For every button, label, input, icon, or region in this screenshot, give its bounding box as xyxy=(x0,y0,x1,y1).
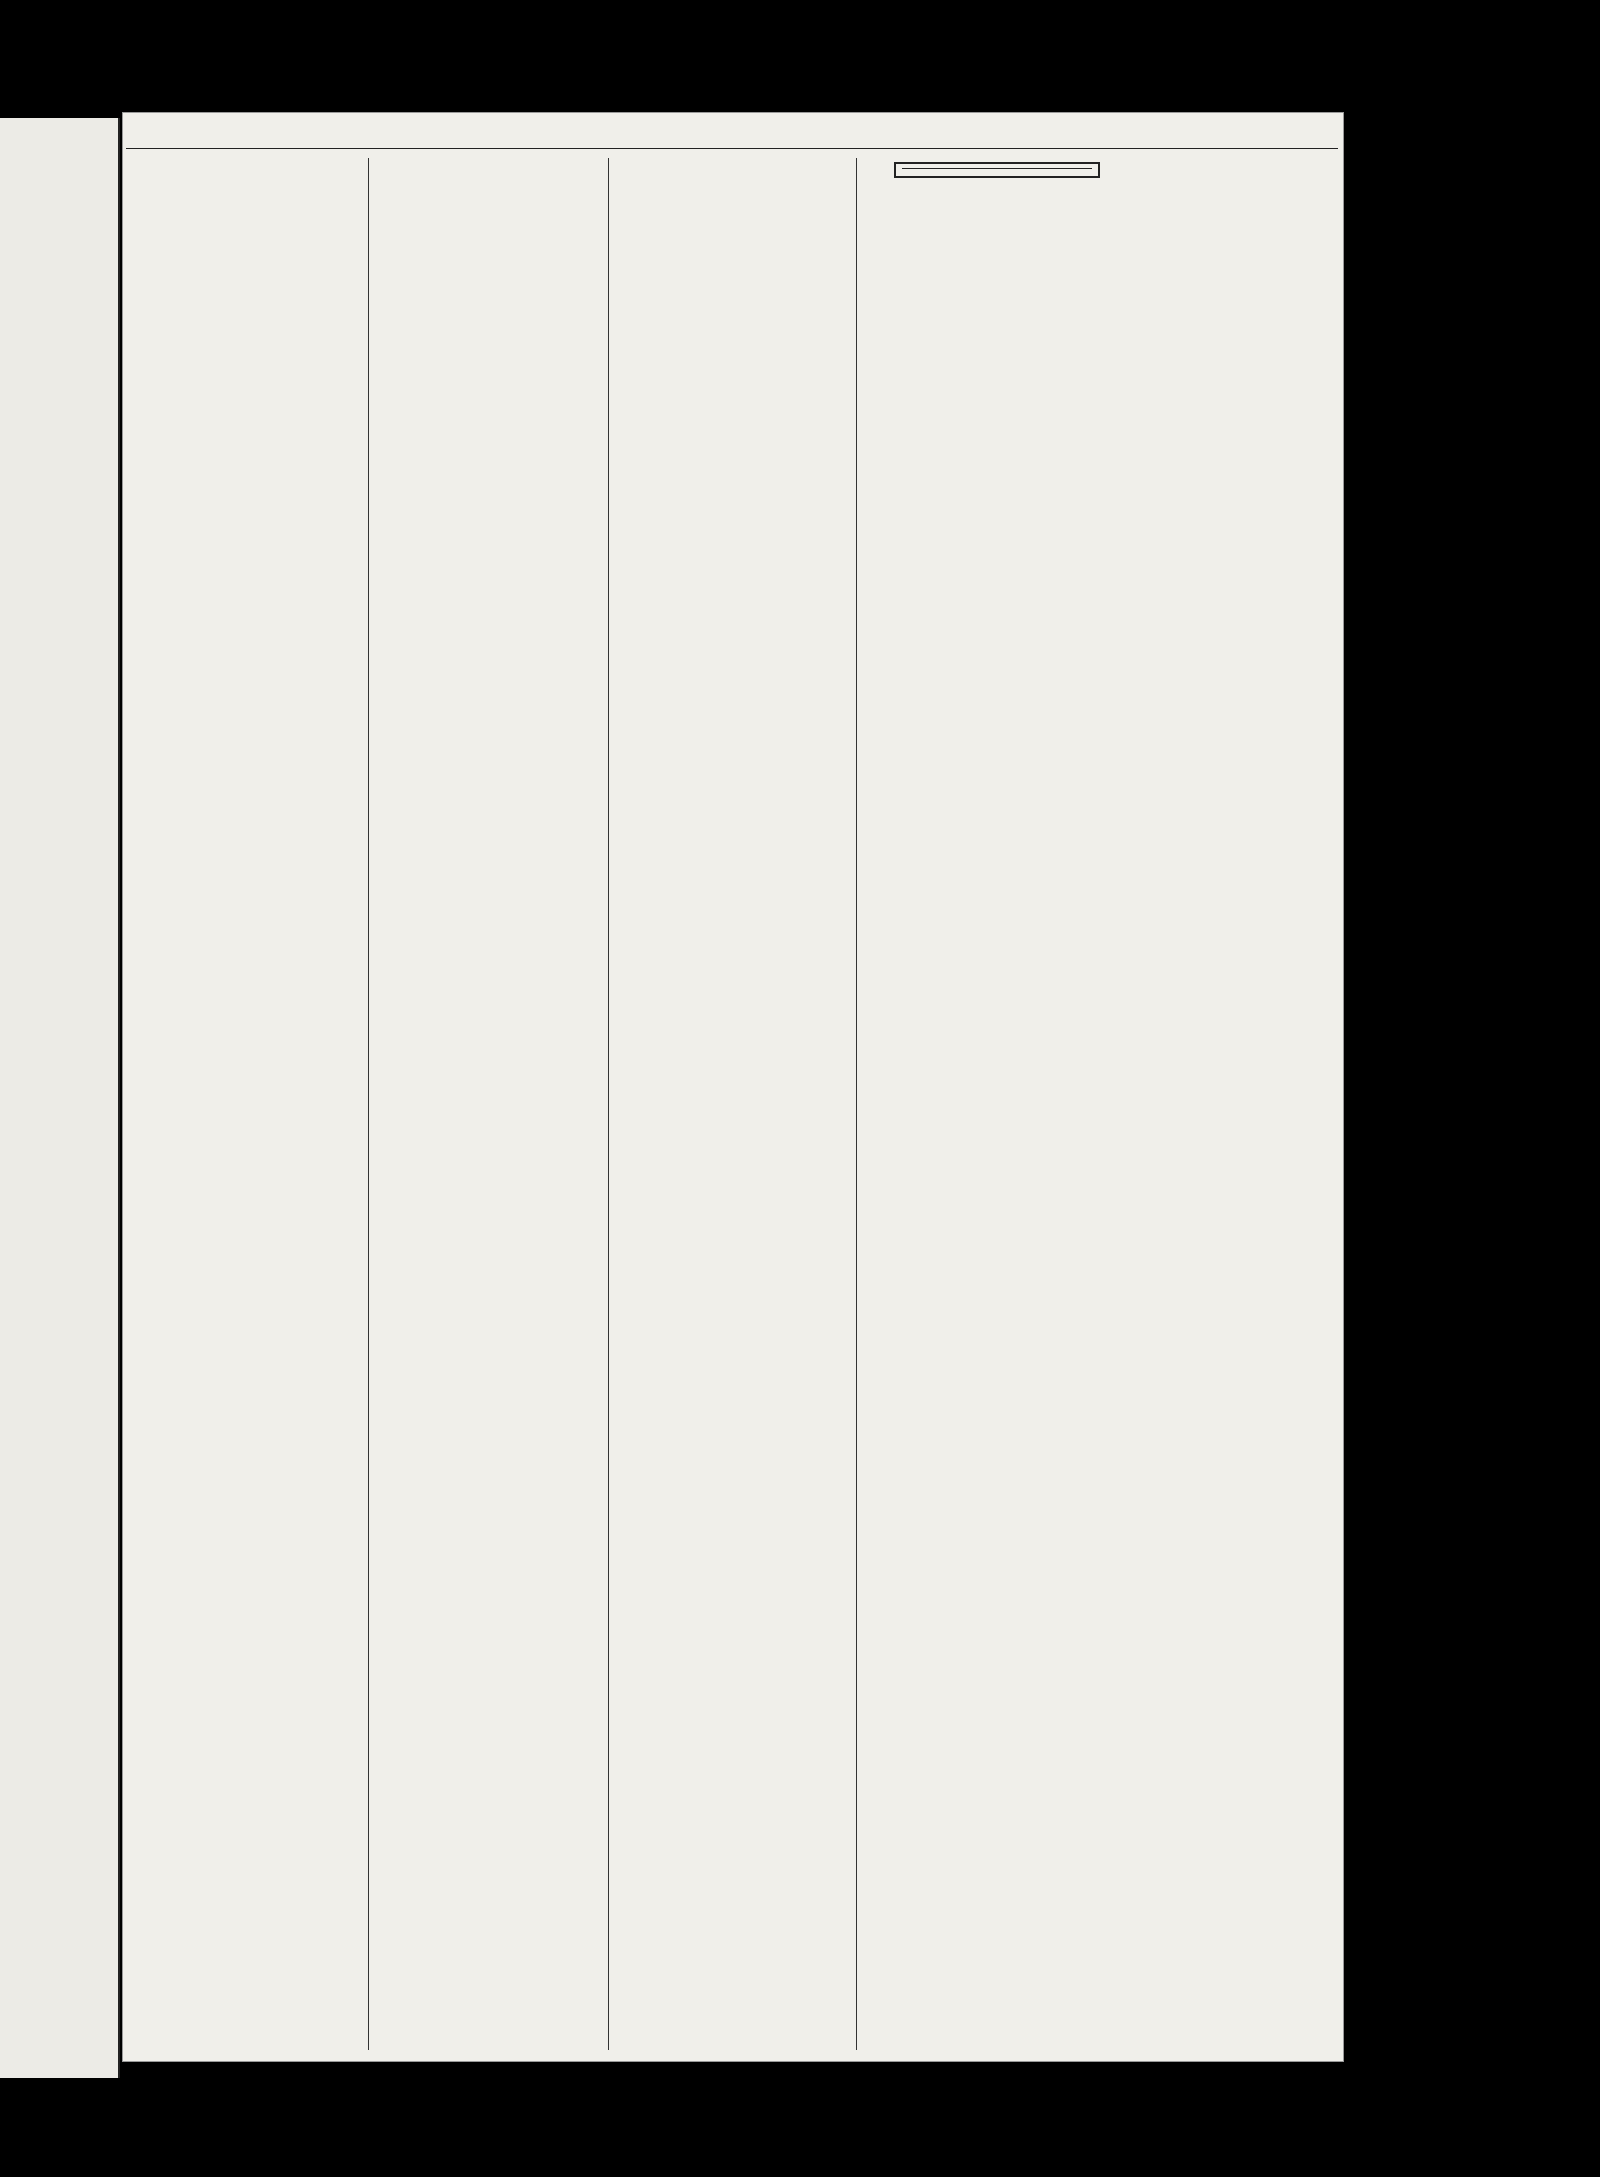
column-1 xyxy=(126,158,364,2053)
column-2 xyxy=(372,158,604,2053)
advertisement-box xyxy=(894,162,1100,178)
left-page-fragment xyxy=(0,118,120,2078)
column-divider xyxy=(608,158,609,2050)
header-rule xyxy=(126,148,1338,149)
column-divider xyxy=(856,158,857,2050)
column-3 xyxy=(612,158,852,2053)
directory-page xyxy=(122,112,1344,2062)
column-4 xyxy=(860,158,1100,2053)
advert-title xyxy=(902,168,1092,169)
column-divider xyxy=(368,158,369,2050)
